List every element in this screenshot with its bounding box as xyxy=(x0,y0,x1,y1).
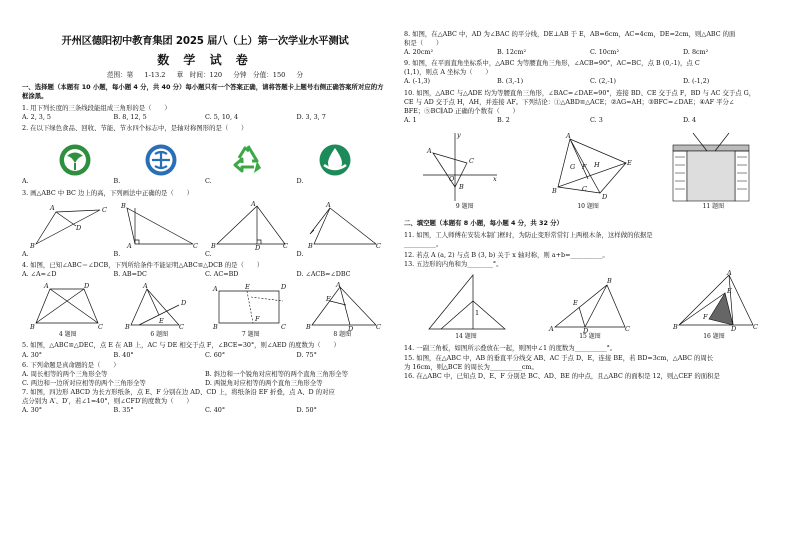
q4-text: 4. 如图，已知∠ABC＝∠DCB，下列所给条件不能证明△ABC≌△DCB 的是（ ） xyxy=(22,260,264,269)
q8-line1: 8. 如图，在△ABC 中，AD 为∠BAC 的平分线，DE⊥AB 于 E，AB=6cm，AC=4cm，DE=2cm，则△ABC 的面 xyxy=(404,30,736,38)
svg-text:A: A xyxy=(250,199,256,208)
svg-text:C: C xyxy=(101,205,107,214)
svg-text:E: E xyxy=(573,298,578,307)
svg-text:x: x xyxy=(493,174,497,183)
q6-options-row2 xyxy=(22,379,388,388)
q10-line3: BFE；⑤BC∥AD 正确的个数有（ ） xyxy=(404,106,519,115)
q1-option-c[interactable]: C. 5, 10, 4 xyxy=(205,113,239,122)
fig14-set-squares xyxy=(421,271,511,333)
svg-text:D: D xyxy=(348,324,354,333)
svg-text:C: C xyxy=(376,322,382,331)
recycling-arrows-icon xyxy=(230,143,266,177)
q13-text: 13. 五边形的内角和为________°。 xyxy=(404,259,503,268)
svg-text:A: A xyxy=(427,146,433,155)
water-saving-logo-icon xyxy=(318,143,352,177)
q3-figure-c xyxy=(211,200,291,250)
exam-info: 范围：第 1-13.2 章 时间：120 分钟 分值：150 分 xyxy=(106,70,304,79)
q8-option-d[interactable]: D. 8cm² xyxy=(683,48,709,57)
q4-option-b[interactable]: B. AB=DC xyxy=(113,269,147,278)
svg-text:E: E xyxy=(326,294,331,303)
caption-fig15: 15 题图 xyxy=(579,332,601,340)
svg-text:B: B xyxy=(607,276,612,285)
q2-text: 2. 在以下绿色食品、回收、节能、节水四个标志中，是轴对称图形的是（ ） xyxy=(22,124,248,133)
q9-to-q11-figures xyxy=(404,127,776,203)
q2-option-a[interactable]: A. xyxy=(22,177,29,186)
q1-option-a[interactable]: A. 2, 3, 5 xyxy=(22,113,52,122)
section-fill-heading: 二、填空题（本题有 8 小题，每小题 4 分，共 32 分） xyxy=(404,219,563,228)
svg-text:B: B xyxy=(210,241,216,250)
svg-text:B: B xyxy=(212,322,218,331)
svg-text:C: C xyxy=(581,184,587,193)
q10-option-d[interactable]: D. 4 xyxy=(683,115,697,124)
svg-text:E: E xyxy=(159,316,164,325)
svg-text:E: E xyxy=(727,286,732,295)
green-food-logo-icon xyxy=(58,143,92,177)
svg-text:A: A xyxy=(326,200,331,209)
svg-text:A: A xyxy=(143,281,148,290)
svg-text:C: C xyxy=(625,324,630,333)
svg-text:F: F xyxy=(254,314,260,323)
q7-option-a[interactable]: A. 30° xyxy=(22,406,43,415)
q4-option-a[interactable]: A. ∠A=∠D xyxy=(22,269,57,278)
svg-text:D: D xyxy=(601,192,608,201)
q14-to-q16-figures xyxy=(404,269,776,333)
q4-option-d[interactable]: D. ∠ACB=∠DBC xyxy=(296,269,351,278)
q12-text: 12. 若点 A (a, 2) 与点 B (3, b) 关于 x 轴对称，则 a+b=__________。 xyxy=(404,250,609,259)
svg-text:A: A xyxy=(549,324,554,333)
q8-options xyxy=(404,48,776,57)
caption-fig10: 10 题图 xyxy=(577,202,599,210)
svg-text:A: A xyxy=(565,131,571,140)
q6-option-a[interactable]: A. 周长相等的两个三角形全等 xyxy=(22,369,108,378)
svg-text:B: B xyxy=(125,322,131,331)
fig7 xyxy=(211,281,291,331)
exam-title: 开州区德阳初中教育集团 2025 届八（上）第一次学业水平测试 xyxy=(61,35,349,47)
right-column xyxy=(404,0,776,381)
q1-text: 1. 用下列长度的三条线段能组成三角形的是（ ） xyxy=(22,104,171,113)
svg-text:B: B xyxy=(121,201,127,210)
q15-line2: 为 16cm，则△BCE 的周长为__________cm。 xyxy=(404,362,538,371)
svg-text:C: C xyxy=(179,322,185,331)
q2-option-d[interactable]: D. xyxy=(296,177,304,186)
q2-option-b[interactable]: B. xyxy=(113,177,121,186)
fig11-door-frame xyxy=(661,129,761,203)
svg-text:E: E xyxy=(626,158,632,167)
fig9-11-captions xyxy=(404,203,776,212)
q3-options xyxy=(22,250,388,259)
svg-text:C: C xyxy=(193,241,199,250)
q5-option-a[interactable]: A. 30° xyxy=(22,350,43,359)
q8-option-c[interactable]: C. 10cm² xyxy=(590,48,620,57)
svg-text:H: H xyxy=(593,160,600,169)
fig16 xyxy=(669,268,759,333)
fig9 xyxy=(419,129,499,203)
q8-line2: 积是（ ） xyxy=(404,39,443,48)
svg-text:B: B xyxy=(551,186,557,195)
svg-text:E: E xyxy=(244,282,250,291)
svg-text:D: D xyxy=(583,326,589,335)
fig10 xyxy=(530,129,630,203)
q9-option-c[interactable]: C. (2,-1) xyxy=(590,77,617,86)
svg-text:B: B xyxy=(459,182,465,191)
q9-option-b[interactable]: B. (3,-1) xyxy=(497,77,524,86)
q3-text: 3. 画△ABC 中 BC 边上的高，下列画法中正确的是（ ） xyxy=(22,188,193,197)
svg-text:D: D xyxy=(83,281,89,290)
q7-options xyxy=(22,406,388,415)
svg-text:D: D xyxy=(181,298,187,307)
fig4 xyxy=(28,281,108,331)
svg-text:A: A xyxy=(727,268,732,277)
q11-line1: 11. 如图，工人师傅在安装木制门框时，为防止变形常常钉上两根木条，这样做的依据是 xyxy=(404,230,653,239)
svg-text:D: D xyxy=(75,223,81,232)
svg-text:B: B xyxy=(308,241,314,250)
q6-option-d[interactable]: D. 两锐角对应相等的两个直角三角形全等 xyxy=(205,378,323,387)
svg-text:O: O xyxy=(449,174,455,183)
section-choice-heading: 一、选择题（本题有 10 小题，每小题 4 分，共 40 分）每小题只有一个答案正确，请将答题卡上题号右侧正确答案所对应的方框涂黑。 xyxy=(22,83,384,101)
q4-to-q8-figures xyxy=(22,279,388,331)
q5-option-d[interactable]: D. 75° xyxy=(296,350,317,359)
q7-line1: 7. 如图，四边形 ABCD 为长方形纸条，点 E、F 分别在边 AD、CD 上，将纸条沿 EF 折叠，点 A、D 的对应 xyxy=(22,387,335,396)
q3-figure-d xyxy=(302,200,382,250)
recycle-circle-logo-icon xyxy=(144,143,178,177)
q1-option-d[interactable]: D. 3, 3, 7 xyxy=(296,113,326,122)
q5-option-b[interactable]: B. 40° xyxy=(113,350,134,359)
fig14-16-captions xyxy=(404,333,776,342)
svg-text:A: A xyxy=(212,284,218,293)
svg-text:D: D xyxy=(280,282,286,291)
q3-option-b[interactable]: B. xyxy=(113,249,121,258)
q6-options-row1 xyxy=(22,370,388,379)
q5-text: 5. 如图，△ABC≌△DEC，点 E 在 AB 上，AC 与 DE 相交于点 F，∠BCE=30°，则∠AED 的度数为（ ） xyxy=(22,341,340,350)
svg-text:A: A xyxy=(336,280,341,289)
q10-option-a[interactable]: A. 1 xyxy=(404,115,417,124)
svg-text:C: C xyxy=(469,156,475,165)
q10-line2: CE 与 AD 交于点 H，AH，并连接 AF。下列结论：①△ABD≌△ACE；②AG=AH；③BFC=∠DAE；④AF 平分∠ xyxy=(404,97,735,106)
caption-fig11: 11 题图 xyxy=(702,202,725,210)
q5-option-c[interactable]: C. 60° xyxy=(205,350,226,359)
q15-line1: 15. 如图，在△ABC 中，AB 的垂直平分线交 AB、AC 于点 D、E，连接 BE，若 BD=3cm，△ABC 的周长 xyxy=(404,353,714,362)
svg-text:A: A xyxy=(49,203,55,212)
fig8 xyxy=(302,281,382,331)
svg-text:F: F xyxy=(581,162,587,171)
q16-text: 16. 在△ABC 中，已知点 D、E、F 分别是 BC、AD、BE 的中点，且△ABC 的面积是 12，则△CEF 的面积是 xyxy=(404,371,720,380)
caption-fig16: 16 题图 xyxy=(703,332,725,340)
q7-line2: 点分别为 A′、D′，若∠1=40°，则∠CFD′的度数为（ ） xyxy=(22,397,193,406)
svg-text:C: C xyxy=(97,322,103,331)
svg-text:A: A xyxy=(127,241,132,250)
fig6 xyxy=(119,281,199,331)
q8-option-a[interactable]: A. 20cm² xyxy=(404,48,434,57)
svg-text:F: F xyxy=(703,312,708,321)
q10-option-b[interactable]: B. 2 xyxy=(497,115,510,124)
svg-text:G: G xyxy=(569,162,576,171)
q8-option-b[interactable]: B. 12cm² xyxy=(497,48,527,57)
svg-text:D: D xyxy=(731,324,737,333)
svg-text:B: B xyxy=(29,241,35,250)
q6-option-c[interactable]: C. 两边和一边所对应相等的两个三角形全等 xyxy=(22,378,146,387)
svg-text:y: y xyxy=(457,130,462,139)
q10-line1: 10. 如图，△ABC 与△ADE 均为等腰直角三角形，∠BAC=∠DAE=90°，连接 BD、CE 交于点 F，BD 与 AC 交于点 G， xyxy=(404,88,756,97)
caption-fig9: 9 题图 xyxy=(455,202,474,210)
caption-fig6: 6 题图 xyxy=(150,330,169,338)
q4-option-c[interactable]: C. AC=BD xyxy=(205,269,239,278)
q9-option-a[interactable]: A. (-1,3) xyxy=(404,77,430,86)
q1-options xyxy=(22,113,388,122)
q10-options xyxy=(404,116,776,125)
svg-text:1: 1 xyxy=(475,308,480,317)
q2-logos xyxy=(22,133,388,177)
q3-figures xyxy=(22,198,388,250)
caption-fig4: 4 题图 xyxy=(58,330,77,338)
caption-fig8: 8 题图 xyxy=(333,330,352,338)
svg-text:B: B xyxy=(306,322,312,331)
q10-option-c[interactable]: C. 3 xyxy=(590,115,603,124)
q9-line2: (1,1)，则点 A 坐标为（ ） xyxy=(404,68,492,77)
q4-options xyxy=(22,270,388,279)
fig4-8-captions xyxy=(22,331,388,340)
caption-fig14: 14 题图 xyxy=(455,332,477,340)
q6-option-b[interactable]: B. 斜边和一个锐角对应相等的两个直角三角形全等 xyxy=(205,369,348,378)
q3-figure-a xyxy=(28,200,108,250)
q6-text: 6. 下列命题是真命题的是（ ） xyxy=(22,360,120,369)
q3-option-d[interactable]: D. xyxy=(296,249,304,258)
q3-option-a[interactable]: A. xyxy=(22,249,29,258)
q3-figure-b xyxy=(119,200,199,250)
left-column xyxy=(22,0,388,415)
svg-text:A: A xyxy=(43,281,49,290)
svg-text:C: C xyxy=(376,241,382,250)
exam-subtitle: 数 学 试 卷 xyxy=(157,52,253,67)
q9-line1: 9. 如图，在平面直角坐标系中，△ABC 为等腰直角三角形，∠ACB=90°，AC=BC，点 B (0,-1)，点 C xyxy=(404,59,700,68)
q2-options xyxy=(22,177,388,186)
q9-option-d[interactable]: D. (-1,2) xyxy=(683,77,710,86)
q7-option-c[interactable]: C. 40° xyxy=(205,406,226,415)
q5-options xyxy=(22,351,388,360)
svg-text:C: C xyxy=(282,241,288,250)
q7-option-b[interactable]: B. 35° xyxy=(113,406,134,415)
q1-option-b[interactable]: B. 8, 12, 5 xyxy=(113,113,147,122)
q3-option-c[interactable]: C. xyxy=(205,249,212,258)
q14-text: 14. 一副三角板，如图所示叠放在一起，则图中∠1 的度数为__________°。 xyxy=(404,344,617,353)
svg-text:C: C xyxy=(753,322,758,331)
svg-text:B: B xyxy=(673,322,678,331)
svg-text:D: D xyxy=(254,243,260,252)
q11-line2: __________。 xyxy=(404,239,443,248)
q7-option-d[interactable]: D. 50° xyxy=(296,406,317,415)
caption-fig7: 7 题图 xyxy=(241,330,260,338)
svg-text:B: B xyxy=(29,322,35,331)
fig15 xyxy=(545,271,635,333)
svg-text:C: C xyxy=(280,322,286,331)
q2-option-c[interactable]: C. xyxy=(205,177,212,186)
q9-options xyxy=(404,77,776,86)
